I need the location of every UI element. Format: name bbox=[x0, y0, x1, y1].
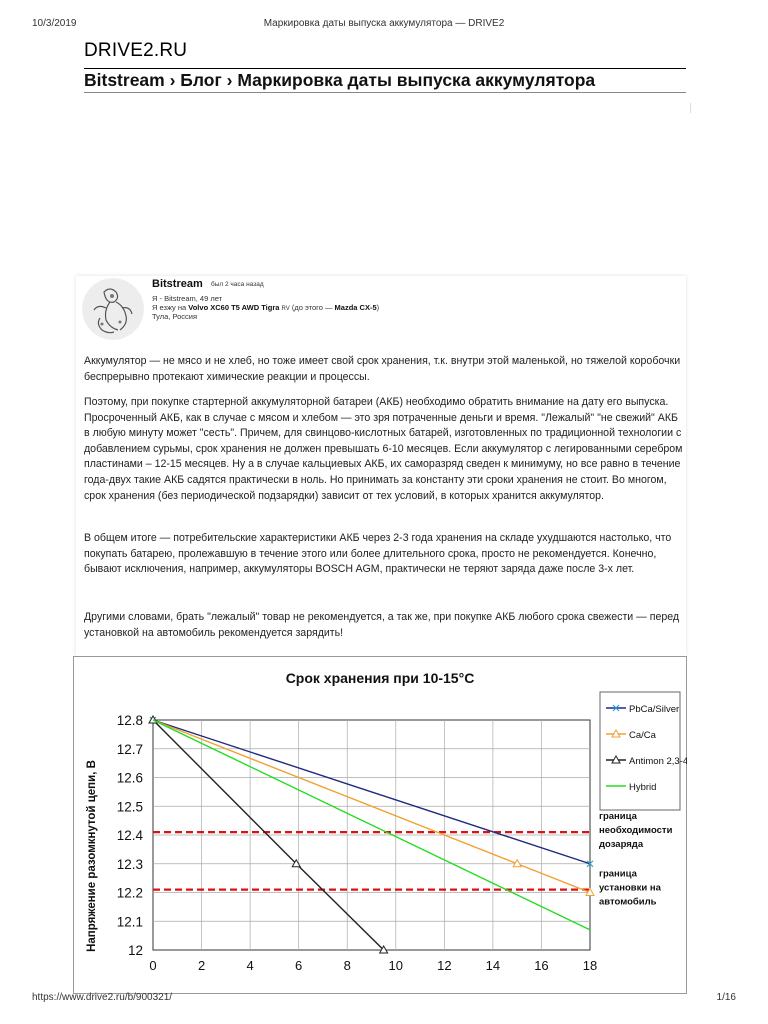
page-title: Маркировка даты выпуска аккумулятора bbox=[237, 70, 596, 90]
author-prev-prefix: (до этого — bbox=[289, 303, 335, 312]
breadcrumb-separator: › bbox=[164, 70, 181, 90]
x-tick-label: 14 bbox=[485, 958, 501, 973]
article-paragraph: Другими словами, брать "лежалый" товар не рекомендуется, а так же, при покупке АКБ любого срока свежести — перед установкой на автомобиль рекомендуется зарядить! bbox=[84, 611, 680, 639]
threshold-label: граница bbox=[599, 868, 637, 880]
car-tag-badge: RV bbox=[281, 306, 290, 312]
legend-entry-label: Antimon 2,3-4 bbox=[629, 756, 687, 767]
y-tick-label: 12 bbox=[127, 943, 143, 958]
chart-y-axis-label: Напряжение разомкнутой цепи, В bbox=[86, 760, 98, 952]
author-cars bbox=[152, 303, 379, 312]
header-divider bbox=[84, 68, 686, 69]
x-tick-label: 16 bbox=[534, 958, 549, 973]
storage-chart-svg bbox=[73, 656, 687, 994]
article-paragraph: Поэтому, при покупке стартерной аккумуляторной батареи (АКБ) необходимо обратить внимание на дату его выпуска. Просроченный АКБ, как в случае с мясом и хлебом — это зря потраченные деньги и время. "Лежалый" "не свежий" АКБ в любую минуту может "сесть". Причем, для свинцово-кислотных батарей, изготовленных по традиционной технологии с добавлением сурьмы, срок хранения не должен превышать 6-10 месяцев. Если аккумулятор с легированными серебром пластинами – 12-15 месяцев. Ну а в случае кальциевых АКБ, их саморазряд сведен к минимуму, но все равно в течение года-двух такие АКБ садятся практически в ноль. Но принимать за константу эти сроки хранения не стоит. Во многом, срок хранения (без периодической подзарядки) зависит от тех условий, в которых хранится аккумулятор. bbox=[84, 396, 683, 502]
author-prev-suffix: ) bbox=[376, 303, 380, 312]
threshold-label: дозаряда bbox=[599, 839, 644, 851]
y-tick-label: 12.3 bbox=[116, 856, 143, 872]
y-tick-label: 12.7 bbox=[116, 741, 143, 757]
legend-entry-label: PbCa/Silver bbox=[629, 704, 680, 715]
author-last-seen: был 2 часа назад bbox=[211, 281, 264, 288]
y-tick-label: 12.8 bbox=[116, 713, 143, 728]
print-header bbox=[0, 18, 768, 32]
threshold-label: граница bbox=[599, 811, 637, 823]
x-tick-label: 4 bbox=[246, 958, 254, 973]
author-car-link[interactable]: Volvo XC60 T5 AWD Tigra bbox=[188, 303, 282, 312]
y-tick-label: 12.1 bbox=[116, 914, 143, 930]
print-title: Маркировка даты выпуска аккумулятора — DRIVE2 bbox=[263, 18, 505, 29]
title-divider bbox=[84, 92, 686, 93]
x-tick-label: 12 bbox=[437, 958, 452, 973]
breadcrumb bbox=[84, 70, 595, 91]
breadcrumb-separator: › bbox=[221, 70, 238, 90]
avatar-illustration-icon bbox=[82, 278, 144, 340]
threshold-label: автомобиль bbox=[599, 896, 657, 908]
author-location: Тула, Россия bbox=[152, 312, 198, 321]
x-tick-label: 2 bbox=[197, 958, 206, 973]
print-footer bbox=[0, 992, 768, 1006]
scroll-marker bbox=[690, 103, 691, 113]
breadcrumb-blog-link[interactable]: Блог bbox=[180, 70, 222, 90]
chart-title: Срок хранения при 10-15°С bbox=[285, 670, 475, 686]
print-date: 10/3/2019 bbox=[32, 18, 77, 29]
print-url: https://www.drive2.ru/b/900321/ bbox=[32, 992, 173, 1003]
legend-entry-label: Ca/Ca bbox=[629, 730, 656, 741]
author-avatar[interactable] bbox=[82, 278, 144, 340]
legend-entry-label: Hybrid bbox=[629, 782, 657, 793]
x-tick-label: 8 bbox=[343, 958, 351, 973]
threshold-label: необходимости bbox=[599, 825, 673, 837]
author-name-link[interactable]: Bitstream bbox=[152, 278, 203, 290]
x-tick-label: 0 bbox=[149, 958, 157, 973]
print-page-number: 1/16 bbox=[716, 992, 736, 1003]
author-about: Я - Bitstream, 49 лет bbox=[152, 294, 223, 303]
y-tick-label: 12.4 bbox=[116, 828, 143, 843]
storage-chart bbox=[73, 656, 687, 994]
y-tick-label: 12.5 bbox=[116, 799, 143, 815]
article-paragraph: В общем итоге — потребительские характеристики АКБ через 2-3 года хранения на складе ухудшаются настолько, что покупать батарею, пролежавшую в течение этого или более длительного срока, просто не рекомендуется. Конечно, бывают исключения, например, аккумуляторы BOSCH AGM, практически не теряют заряда даже после 3-х лет. bbox=[84, 532, 672, 576]
author-drives-prefix: Я езжу на bbox=[152, 303, 189, 312]
x-tick-label: 18 bbox=[582, 958, 598, 973]
chart-legend bbox=[600, 692, 687, 810]
x-tick-label: 6 bbox=[295, 958, 303, 973]
y-tick-label: 12.6 bbox=[116, 770, 143, 786]
author-prev-car-link[interactable]: Mazda CX-5 bbox=[334, 303, 377, 312]
threshold-label: установки на bbox=[599, 882, 661, 894]
y-tick-label: 12.2 bbox=[116, 885, 143, 901]
breadcrumb-user-link[interactable]: Bitstream bbox=[84, 70, 165, 90]
x-tick-label: 10 bbox=[388, 958, 404, 973]
article-paragraph: Аккумулятор — не мясо и не хлеб, но тоже имеет свой срок хранения, т.к. внутри этой маленькой, но тяжелой коробочки беспрерывно протекают химические реакции и процессы. bbox=[84, 355, 681, 383]
site-logo-link[interactable]: DRIVE2.RU bbox=[84, 40, 188, 61]
